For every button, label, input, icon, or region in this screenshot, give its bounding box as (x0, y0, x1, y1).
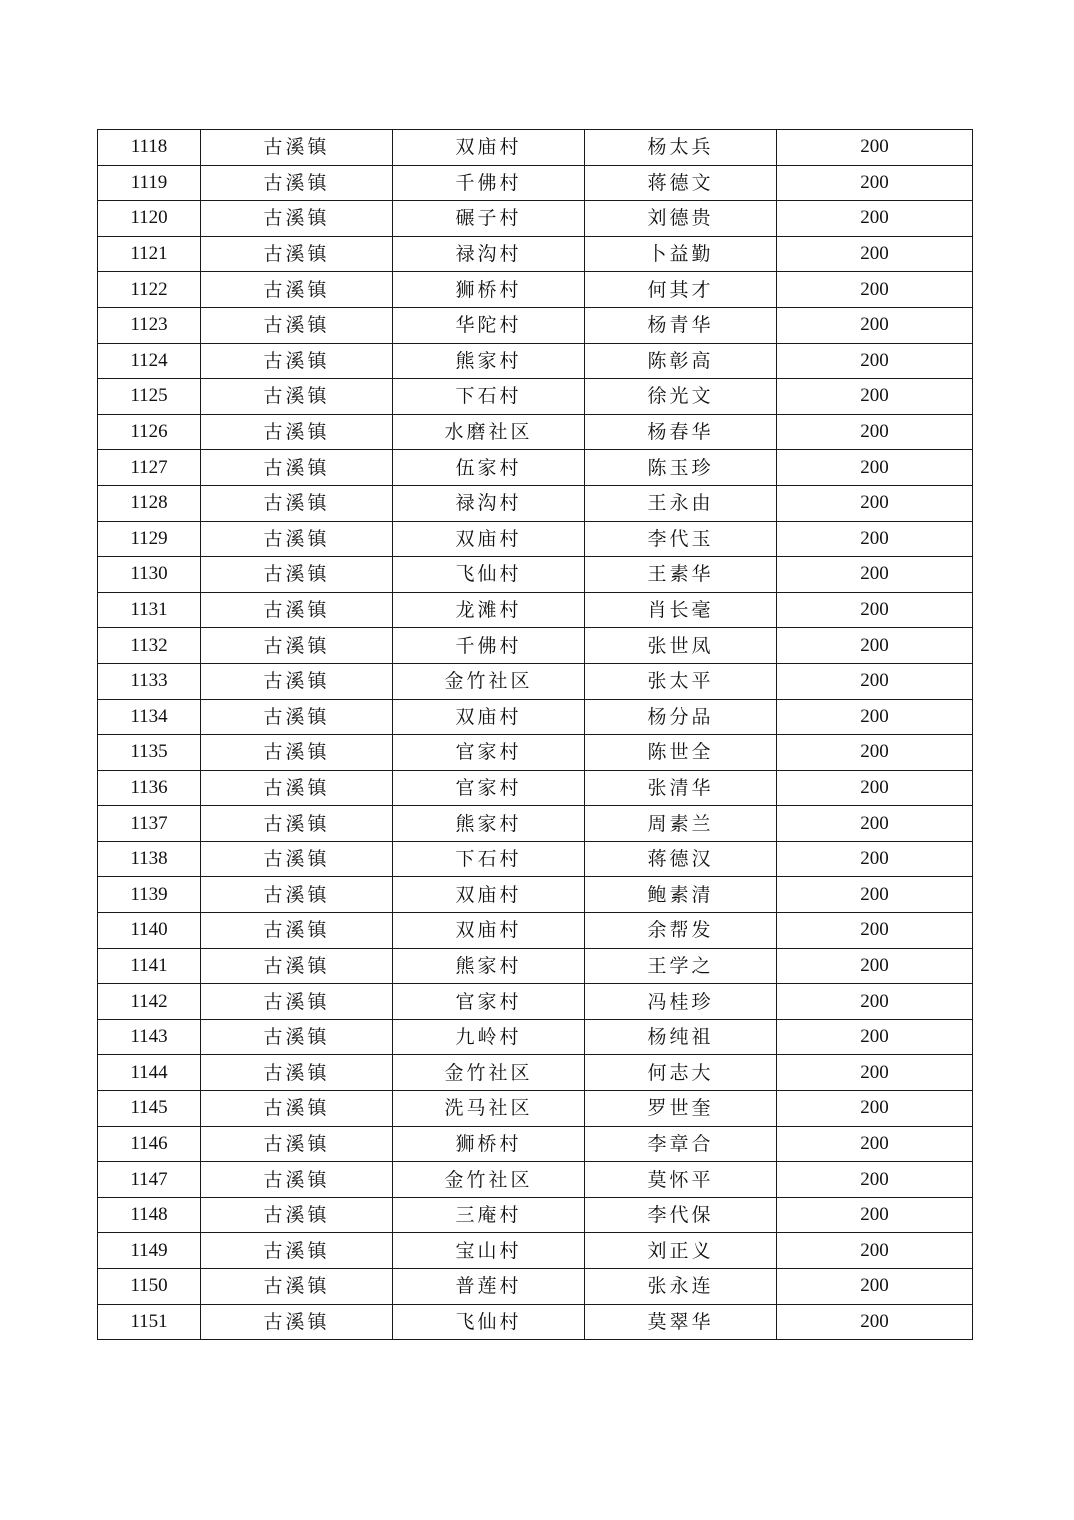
table-row (98, 557, 973, 593)
cell-town: 古溪镇 (201, 735, 393, 771)
table-row (98, 1126, 973, 1162)
cell-village: 双庙村 (393, 521, 585, 557)
table-body (98, 130, 973, 1340)
cell-village: 官家村 (393, 735, 585, 771)
cell-number: 1148 (98, 1197, 201, 1233)
cell-person-name: 杨纯祖 (585, 1019, 777, 1055)
cell-village: 宝山村 (393, 1233, 585, 1269)
cell-village: 熊家村 (393, 806, 585, 842)
cell-person-name: 杨春华 (585, 414, 777, 450)
cell-village: 官家村 (393, 984, 585, 1020)
table-row (98, 592, 973, 628)
cell-amount: 200 (777, 699, 973, 735)
cell-town: 古溪镇 (201, 130, 393, 166)
cell-number: 1145 (98, 1091, 201, 1127)
cell-person-name: 王学之 (585, 948, 777, 984)
cell-town: 古溪镇 (201, 450, 393, 486)
cell-town: 古溪镇 (201, 984, 393, 1020)
table-row (98, 1233, 973, 1269)
cell-number: 1133 (98, 663, 201, 699)
cell-amount: 200 (777, 1197, 973, 1233)
cell-village: 千佛村 (393, 628, 585, 664)
cell-amount: 200 (777, 130, 973, 166)
table-row (98, 236, 973, 272)
cell-town: 古溪镇 (201, 877, 393, 913)
cell-town: 古溪镇 (201, 201, 393, 237)
cell-person-name: 刘正义 (585, 1233, 777, 1269)
cell-number: 1139 (98, 877, 201, 913)
cell-amount: 200 (777, 307, 973, 343)
cell-number: 1147 (98, 1162, 201, 1198)
cell-number: 1125 (98, 379, 201, 415)
cell-village: 双庙村 (393, 130, 585, 166)
cell-number: 1124 (98, 343, 201, 379)
cell-amount: 200 (777, 272, 973, 308)
cell-village: 伍家村 (393, 450, 585, 486)
cell-amount: 200 (777, 1269, 973, 1305)
table-row (98, 165, 973, 201)
cell-person-name: 卜益勤 (585, 236, 777, 272)
cell-number: 1150 (98, 1269, 201, 1305)
cell-number: 1151 (98, 1304, 201, 1340)
cell-person-name: 何其才 (585, 272, 777, 308)
cell-person-name: 余帮发 (585, 913, 777, 949)
cell-number: 1120 (98, 201, 201, 237)
table-row (98, 201, 973, 237)
cell-amount: 200 (777, 165, 973, 201)
cell-town: 古溪镇 (201, 1233, 393, 1269)
cell-village: 三庵村 (393, 1197, 585, 1233)
cell-person-name: 张清华 (585, 770, 777, 806)
cell-village: 下石村 (393, 379, 585, 415)
cell-number: 1132 (98, 628, 201, 664)
table-row (98, 1091, 973, 1127)
cell-amount: 200 (777, 1091, 973, 1127)
cell-town: 古溪镇 (201, 379, 393, 415)
cell-person-name: 莫翠华 (585, 1304, 777, 1340)
cell-town: 古溪镇 (201, 770, 393, 806)
cell-town: 古溪镇 (201, 806, 393, 842)
cell-amount: 200 (777, 1019, 973, 1055)
cell-town: 古溪镇 (201, 1162, 393, 1198)
cell-village: 华陀村 (393, 307, 585, 343)
cell-number: 1134 (98, 699, 201, 735)
cell-person-name: 周素兰 (585, 806, 777, 842)
cell-number: 1130 (98, 557, 201, 593)
table-row (98, 1019, 973, 1055)
cell-person-name: 陈玉珍 (585, 450, 777, 486)
cell-number: 1144 (98, 1055, 201, 1091)
cell-person-name: 杨太兵 (585, 130, 777, 166)
cell-amount: 200 (777, 735, 973, 771)
cell-amount: 200 (777, 343, 973, 379)
cell-town: 古溪镇 (201, 913, 393, 949)
cell-town: 古溪镇 (201, 165, 393, 201)
cell-amount: 200 (777, 1055, 973, 1091)
cell-town: 古溪镇 (201, 628, 393, 664)
cell-village: 飞仙村 (393, 557, 585, 593)
cell-town: 古溪镇 (201, 1269, 393, 1305)
cell-number: 1131 (98, 592, 201, 628)
cell-person-name: 陈世全 (585, 735, 777, 771)
cell-village: 金竹社区 (393, 1162, 585, 1198)
table-row (98, 806, 973, 842)
table-row (98, 841, 973, 877)
cell-person-name: 徐光文 (585, 379, 777, 415)
cell-person-name: 刘德贵 (585, 201, 777, 237)
cell-amount: 200 (777, 663, 973, 699)
cell-person-name: 罗世奎 (585, 1091, 777, 1127)
cell-village: 金竹社区 (393, 663, 585, 699)
table-row (98, 1162, 973, 1198)
cell-number: 1137 (98, 806, 201, 842)
cell-town: 古溪镇 (201, 1304, 393, 1340)
cell-number: 1126 (98, 414, 201, 450)
cell-person-name: 冯桂珍 (585, 984, 777, 1020)
cell-town: 古溪镇 (201, 1197, 393, 1233)
cell-amount: 200 (777, 521, 973, 557)
table-row (98, 1269, 973, 1305)
cell-person-name: 蒋德文 (585, 165, 777, 201)
cell-person-name: 陈彰高 (585, 343, 777, 379)
cell-number: 1149 (98, 1233, 201, 1269)
cell-town: 古溪镇 (201, 592, 393, 628)
cell-amount: 200 (777, 841, 973, 877)
cell-town: 古溪镇 (201, 663, 393, 699)
table-row (98, 272, 973, 308)
cell-number: 1143 (98, 1019, 201, 1055)
cell-town: 古溪镇 (201, 699, 393, 735)
cell-town: 古溪镇 (201, 557, 393, 593)
cell-village: 禄沟村 (393, 485, 585, 521)
table-row (98, 1197, 973, 1233)
cell-town: 古溪镇 (201, 1055, 393, 1091)
cell-person-name: 李代玉 (585, 521, 777, 557)
cell-number: 1135 (98, 735, 201, 771)
cell-number: 1119 (98, 165, 201, 201)
cell-amount: 200 (777, 1233, 973, 1269)
cell-person-name: 肖长毫 (585, 592, 777, 628)
cell-amount: 200 (777, 592, 973, 628)
table-row (98, 485, 973, 521)
cell-village: 洗马社区 (393, 1091, 585, 1127)
cell-village: 双庙村 (393, 699, 585, 735)
cell-village: 熊家村 (393, 948, 585, 984)
cell-village: 官家村 (393, 770, 585, 806)
cell-village: 水磨社区 (393, 414, 585, 450)
cell-number: 1121 (98, 236, 201, 272)
table-row (98, 414, 973, 450)
table-row (98, 521, 973, 557)
cell-town: 古溪镇 (201, 414, 393, 450)
cell-town: 古溪镇 (201, 948, 393, 984)
cell-person-name: 张太平 (585, 663, 777, 699)
subsidy-table (97, 129, 973, 1340)
cell-number: 1146 (98, 1126, 201, 1162)
cell-village: 碾子村 (393, 201, 585, 237)
cell-number: 1140 (98, 913, 201, 949)
cell-amount: 200 (777, 379, 973, 415)
cell-village: 熊家村 (393, 343, 585, 379)
cell-amount: 200 (777, 984, 973, 1020)
table-row (98, 699, 973, 735)
cell-amount: 200 (777, 628, 973, 664)
cell-town: 古溪镇 (201, 343, 393, 379)
cell-number: 1141 (98, 948, 201, 984)
cell-village: 金竹社区 (393, 1055, 585, 1091)
cell-amount: 200 (777, 877, 973, 913)
cell-town: 古溪镇 (201, 272, 393, 308)
cell-amount: 200 (777, 806, 973, 842)
table-row (98, 130, 973, 166)
cell-amount: 200 (777, 201, 973, 237)
cell-village: 千佛村 (393, 165, 585, 201)
cell-village: 双庙村 (393, 877, 585, 913)
cell-town: 古溪镇 (201, 1091, 393, 1127)
cell-amount: 200 (777, 557, 973, 593)
cell-number: 1142 (98, 984, 201, 1020)
table-row (98, 735, 973, 771)
cell-amount: 200 (777, 414, 973, 450)
cell-number: 1128 (98, 485, 201, 521)
cell-town: 古溪镇 (201, 1019, 393, 1055)
cell-village: 普莲村 (393, 1269, 585, 1305)
cell-person-name: 王素华 (585, 557, 777, 593)
cell-village: 下石村 (393, 841, 585, 877)
cell-amount: 200 (777, 913, 973, 949)
cell-number: 1136 (98, 770, 201, 806)
cell-person-name: 张世凤 (585, 628, 777, 664)
cell-amount: 200 (777, 1304, 973, 1340)
cell-town: 古溪镇 (201, 841, 393, 877)
table-row (98, 770, 973, 806)
cell-town: 古溪镇 (201, 521, 393, 557)
cell-person-name: 李代保 (585, 1197, 777, 1233)
cell-town: 古溪镇 (201, 236, 393, 272)
table-row (98, 1304, 973, 1340)
cell-person-name: 王永由 (585, 485, 777, 521)
cell-number: 1118 (98, 130, 201, 166)
cell-person-name: 杨青华 (585, 307, 777, 343)
table-row (98, 379, 973, 415)
table-row (98, 948, 973, 984)
cell-amount: 200 (777, 1126, 973, 1162)
cell-person-name: 张永连 (585, 1269, 777, 1305)
cell-town: 古溪镇 (201, 1126, 393, 1162)
table-row (98, 1055, 973, 1091)
cell-amount: 200 (777, 948, 973, 984)
cell-amount: 200 (777, 1162, 973, 1198)
cell-person-name: 李章合 (585, 1126, 777, 1162)
cell-amount: 200 (777, 485, 973, 521)
cell-amount: 200 (777, 450, 973, 486)
table-row (98, 984, 973, 1020)
cell-number: 1122 (98, 272, 201, 308)
cell-village: 狮桥村 (393, 1126, 585, 1162)
table-row (98, 913, 973, 949)
cell-amount: 200 (777, 236, 973, 272)
cell-town: 古溪镇 (201, 307, 393, 343)
table-row (98, 343, 973, 379)
cell-town: 古溪镇 (201, 485, 393, 521)
table-row (98, 450, 973, 486)
cell-village: 双庙村 (393, 913, 585, 949)
table-row (98, 877, 973, 913)
cell-village: 禄沟村 (393, 236, 585, 272)
cell-person-name: 蒋德汉 (585, 841, 777, 877)
cell-village: 九岭村 (393, 1019, 585, 1055)
table-row (98, 663, 973, 699)
cell-village: 龙滩村 (393, 592, 585, 628)
cell-person-name: 鲍素清 (585, 877, 777, 913)
cell-village: 狮桥村 (393, 272, 585, 308)
cell-number: 1138 (98, 841, 201, 877)
cell-number: 1127 (98, 450, 201, 486)
cell-number: 1123 (98, 307, 201, 343)
cell-village: 飞仙村 (393, 1304, 585, 1340)
cell-number: 1129 (98, 521, 201, 557)
cell-person-name: 何志大 (585, 1055, 777, 1091)
cell-amount: 200 (777, 770, 973, 806)
table-row (98, 628, 973, 664)
table-row (98, 307, 973, 343)
cell-person-name: 莫怀平 (585, 1162, 777, 1198)
cell-person-name: 杨分品 (585, 699, 777, 735)
